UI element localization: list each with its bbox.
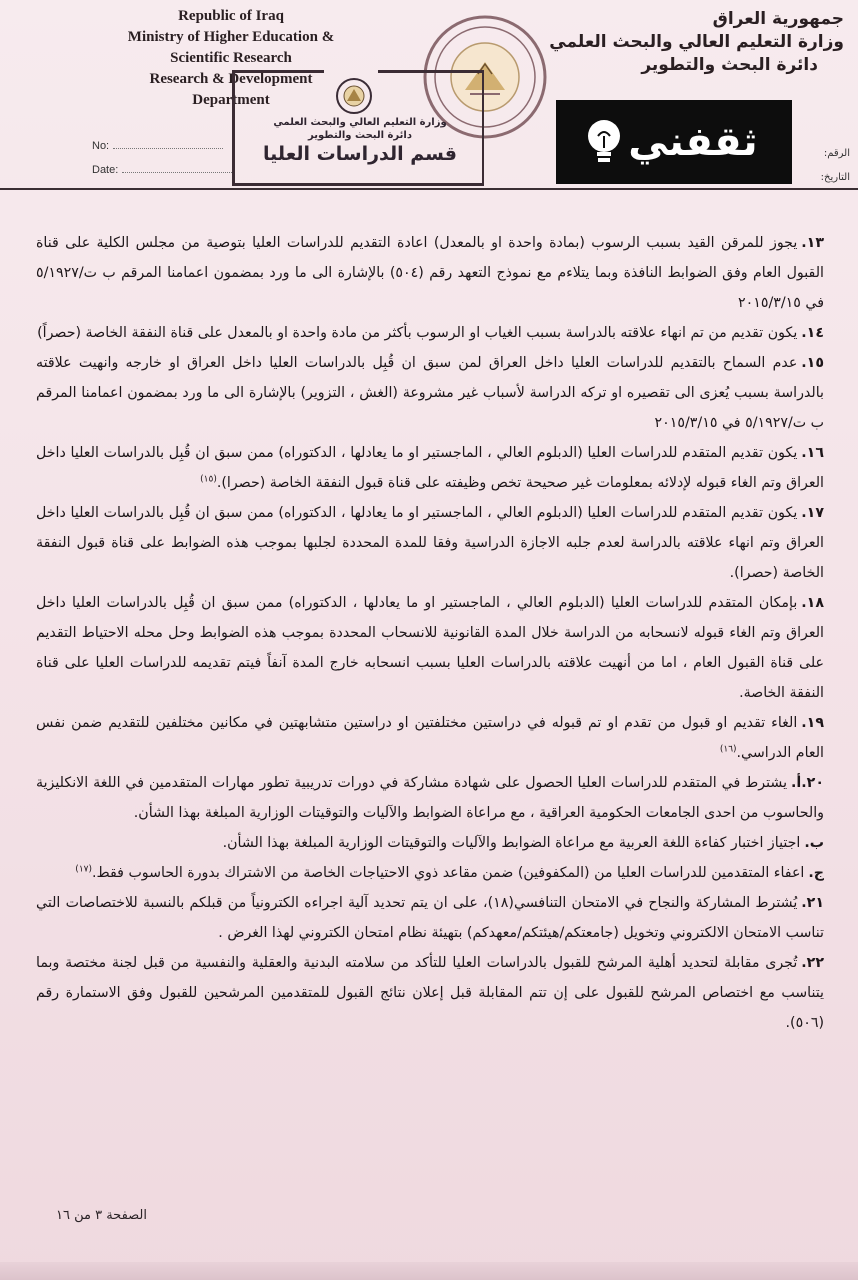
item-number: ب. [804,835,824,851]
arabic-ref-fields [821,142,850,190]
item-text: اعفاء المتقدمين للدراسات العليا من (المكفوفين) ضمن مقاعد ذوي الاحتياجات الخاصة من الاشتراك بدورة الحاسوب فقط. [92,865,805,881]
regulations-list [36,228,824,1038]
header-en-line-1: Republic of Iraq [178,8,284,24]
item-number: ١٦. [801,445,824,461]
list-item [36,318,824,348]
list-item [36,438,824,498]
stamp-line-2: دائرة البحث والتطوير [308,130,412,141]
header-en-line-2: Ministry of Higher Education & [127,29,335,45]
item-number: ١٨. [801,595,824,611]
item-text: يُشترط المشاركة والنجاح في الامتحان التنافسي(١٨)، على ان يتم تحديد آلية اجراءه الكترونياً من قبلكم بالنسبة للاختصاصات التي تناسب الامتحان الالكتروني وتخويل (جامعتكم/هيئتكم/معهدكم) بتهيئة نظام امتحان الكتروني لهذا الغرض . [36,895,824,941]
item-number: ٢٢. [801,955,824,971]
item-number: ٢١. [801,895,824,911]
brand-name: ثقفني [628,119,758,165]
item-number: ١٤. [801,325,824,341]
brand-watermark[interactable] [556,100,792,184]
header-en-line-5: Department [192,92,270,108]
arabic-ref-label: الرقم: [823,148,850,159]
header-en-line-4: Research & Development [149,71,313,87]
item-text: يكون تقديم المتقدم للدراسات العليا (الدبلوم العالي ، الماجستير او ما يعادلها ، الدكتوراه) ممن سبق ان قُبِل بالدراسات العليا داخل العراق وتم انهاء علاقته بالدراسة لعدم جلبه الاجازة الدراسية وفقا للمدة المحددة لجلبها بموجب هذه الضوابط على قناة قبول النفقة الخاصة (حصرا). [36,505,824,581]
list-item [36,858,824,888]
item-text: يكون تقديم من تم انهاء علاقته بالدراسة بسبب الغياب او الرسوب بأكثر من مادة واحدة او بالمعدل على قناة النفقة الخاصة (حصراً) [37,325,798,341]
item-text: الغاء تقديم او قبول من تقدم او تم قبوله في دراستين مختلفتين او دراستين متشابهتين في مكانين مختلفين للتقديم ضمن نفس العام الدراسي. [36,715,824,761]
list-item [36,498,824,588]
footnote-ref: (١٥) [200,474,217,485]
stamp-text [242,116,478,166]
list-item [36,708,824,768]
list-item [36,948,824,1038]
header-divider [0,188,858,190]
page-number: الصفحة ٣ من ١٦ [56,1208,147,1223]
list-item [36,228,824,318]
item-number: ١٩. [801,715,824,731]
item-text: يشترط في المتقدم للدراسات العليا الحصول على شهادة مشاركة في دورات تدريبية تطور مهارات المتقدمين في اللغة الانكليزية والحاسوب من احدى الجامعات الحكومية العراقية ، مع مراعاة الضوابط والآليات والتوقيتات الوزارية المبلغة بهذا الشأن. [36,775,824,821]
number-label: No: [92,140,110,152]
item-number: ١٣. [801,235,824,251]
item-text: عدم السماح بالتقديم للدراسات العليا داخل العراق لمن سبق ان قُبِل بالدراسات العليا داخل العراق او خارجه وانهيت علاقته بالدراسة بسبب يُعزى الى تقصيره او تركه الدراسة لأسباب غير مشروعة (الغش ، التزوير) بالإشارة الى ما ورد بمضمون اعمامنا المرقم ب ت/٥/١٩٢٧ في ٢٠١٥/٣/١٥ [36,355,824,431]
item-number: ١٥. [801,355,824,371]
stamp-line-3: قسم الدراسات العليا [263,143,457,165]
header-arabic [549,8,844,77]
item-text: بإمكان المتقدم للدراسات العليا (الدبلوم العالي ، الماجستير او ما يعادلها ، الدكتوراه) ممن سبق ان قُبِل بالدراسات العليا داخل العراق وتم الغاء قبوله لانسحابه من الدراسة خلال المدة القانونية للانسحاب المحددة بموجب هذه الضوابط وحل محله الاحتياط التقديم على قناة القبول العام ، اما من أنهيت علاقته بالدراسات العليا بسبب انسحابه خارج المدة آنفاً فيتم تقديمه للدراسات العليا على قناة النفقة الخاصة. [36,595,824,701]
arabic-date-label: التاريخ: [820,172,850,183]
list-item [36,828,824,858]
item-number: ١٧. [801,505,824,521]
date-label: Date: [92,164,119,176]
item-text: تُجرى مقابلة لتحديد أهلية المرشح للقبول بالدراسات العليا للتأكد من سلامته البدنية والعقلية والنفسية من قبل لجنة مختصة وبما يتناسب مع اختصاص المرشح للقبول على إن تتم المقابلة قبل إعلان نتائج القبول للمتقدمين المرشحين للقبول وفق الاستمارة رقم (٥٠٦). [36,955,824,1031]
footnote-ref: (١٦) [719,744,737,755]
list-item [36,588,824,708]
header-ar-line-1: جمهورية العراق [712,9,844,29]
list-item [36,768,824,828]
item-text: يجوز للمرقن القيد بسبب الرسوب (بمادة واحدة او بالمعدل) اعادة التقديم للدراسات العليا بتوصية من مجلس الكلية على قناة القبول العام وفق الضوابط النافذة وبما يتلاءم مع نموذج التعهد رقم (٥٠٤) بالإشارة الى ما ورد بمضمون اعمامنا المرقم ب ت/٥/١٩٢٧ في ٢٠١٥/٣/١٥ [36,235,824,311]
item-text: يكون تقديم المتقدم للدراسات العليا (الدبلوم العالي ، الماجستير او ما يعادلها ، الدكتوراه) ممن سبق ان قُبِل بالدراسات العليا داخل العراق وتم الغاء قبوله لإدلائه بمعلومات غير صحيحة تخص وظيفته على قناة قبول النفقة الخاصة (حصرا). [36,445,824,491]
item-text: اجتياز اختبار كفاءة اللغة العربية مع مراعاة الضوابط والآليات والتوقيتات الوزارية المبلغة بهذا الشأن. [222,835,801,851]
stamp-emblem-icon [334,76,374,116]
item-number: ج. [808,865,824,881]
header-ar-line-3: دائرة البحث والتطوير [641,55,818,75]
header-ar-line-2: وزارة التعليم العالي والبحث العلمي [549,32,844,52]
footnote-ref: (١٧) [75,864,92,875]
item-number: ٢٠.أ. [791,775,824,791]
list-item [36,888,824,948]
header-en-line-3: Scientific Research [170,50,292,66]
date-field [92,164,232,176]
number-field [92,140,223,152]
stamp-line-1: وزارة التعليم العالي والبحث العلمي [273,117,447,128]
page-edge [0,1262,858,1280]
list-item [36,348,824,438]
lightbulb-icon [580,114,628,170]
